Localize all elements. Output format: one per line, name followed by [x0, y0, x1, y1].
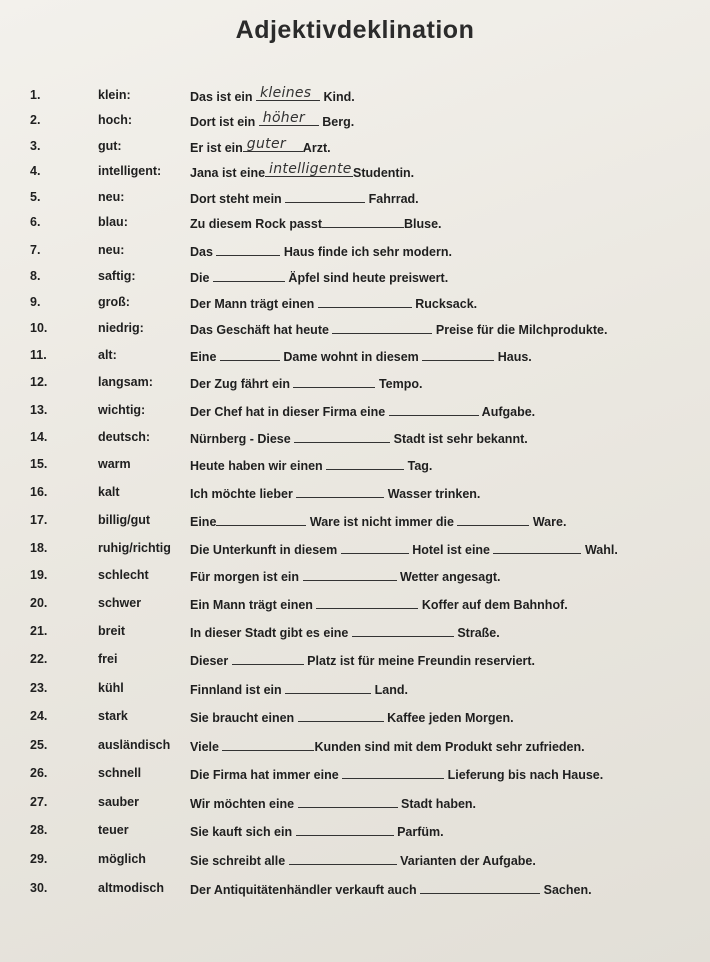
answer-blank[interactable] — [289, 852, 397, 865]
sentence — [190, 513, 566, 529]
sentence-text: Die Firma hat immer eine — [190, 768, 343, 782]
sentence — [190, 243, 452, 259]
sentence-text: Dort steht mein — [190, 192, 286, 206]
adjective-prompt: kalt — [98, 485, 120, 499]
sentence — [190, 485, 480, 501]
sentence-text: Koffer auf dem Bahnhof. — [418, 598, 568, 612]
adjective-prompt: kühl — [98, 681, 124, 695]
exercise-row — [0, 136, 710, 163]
sentence-text: Wahl. — [581, 543, 618, 557]
sentence-text: Jana ist eine — [190, 166, 266, 180]
sentence-text: Er ist ein — [190, 141, 243, 155]
exercise-row — [0, 766, 710, 790]
adjective-prompt: niedrig: — [98, 321, 144, 335]
exercise-row — [0, 403, 710, 427]
sentence — [190, 295, 477, 311]
handwritten-answer: höher — [262, 110, 305, 126]
sentence-text: Bluse. — [404, 217, 442, 231]
sentence-text: Berg. — [318, 115, 355, 129]
adjective-prompt: altmodisch — [98, 881, 164, 895]
sentence-text: Ware. — [529, 515, 567, 529]
sentence-text: Lieferung bis nach Hause. — [444, 768, 604, 782]
exercise-number: 15. — [30, 457, 48, 471]
exercise-number: 29. — [30, 852, 48, 866]
exercise-number: 11. — [30, 348, 47, 362]
sentence-text: Parfüm. — [393, 825, 444, 839]
exercise-number: 24. — [30, 709, 48, 723]
sentence-text: Haus. — [494, 350, 532, 364]
sentence-text: Sie kauft sich ein — [190, 825, 296, 839]
exercise-number: 4. — [30, 164, 41, 178]
answer-blank[interactable] — [213, 269, 285, 282]
sentence-text: Viele — [190, 740, 223, 754]
exercise-row — [0, 852, 710, 876]
sentence-text: Ware ist nicht immer die — [306, 515, 458, 529]
sentence-text: Kind. — [320, 90, 355, 104]
exercise-row — [0, 85, 710, 112]
sentence-text: Platz ist für meine Freundin reserviert. — [303, 654, 536, 668]
answer-blank[interactable] — [389, 403, 479, 416]
sentence — [190, 85, 355, 104]
sentence-text: Für morgen ist ein — [190, 570, 303, 584]
adjective-prompt: warm — [98, 457, 131, 471]
exercise-row — [0, 269, 710, 293]
sentence — [190, 161, 415, 180]
sentence — [190, 766, 603, 782]
sentence — [190, 881, 592, 897]
answer-blank[interactable] — [216, 243, 280, 256]
sentence-text: Das ist ein — [190, 90, 256, 104]
exercise-row — [0, 881, 710, 905]
sentence-text: Stadt ist sehr bekannt. — [390, 432, 528, 446]
sentence — [190, 596, 568, 612]
answer-blank[interactable] — [352, 624, 454, 637]
exercise-row — [0, 348, 710, 372]
sentence-text: Dame wohnt in diesem — [279, 350, 423, 364]
sentence-text: Sachen. — [540, 883, 592, 897]
exercise-number: 17. — [30, 513, 48, 527]
answer-blank[interactable] — [232, 652, 304, 665]
exercise-row — [0, 485, 710, 509]
exercise-row — [0, 243, 710, 267]
sentence-text: Zu diesem Rock passt — [190, 217, 322, 231]
exercise-row — [0, 541, 710, 565]
exercise-number: 8. — [30, 269, 41, 283]
sentence — [190, 709, 514, 725]
adjective-prompt: breit — [98, 624, 126, 638]
sentence — [190, 430, 528, 446]
adjective-prompt: möglich — [98, 852, 146, 866]
answer-blank[interactable] — [316, 596, 418, 609]
exercise-number: 6. — [30, 215, 41, 229]
sentence — [190, 541, 618, 557]
sentence-text: Der Chef hat in dieser Firma eine — [190, 405, 389, 419]
adjective-prompt: wichtig: — [98, 403, 146, 417]
sentence — [190, 321, 607, 337]
sentence-text: Das — [190, 245, 217, 259]
exercise-row — [0, 795, 710, 819]
exercise-row — [0, 375, 710, 399]
sentence — [190, 568, 500, 584]
sentence-text: Der Antiquitätenhändler verkauft auch — [190, 883, 421, 897]
answer-blank[interactable] — [322, 215, 404, 228]
answer-blank[interactable] — [298, 709, 384, 722]
exercise-number: 26. — [30, 766, 48, 780]
sentence-text: Dort ist ein — [190, 115, 259, 129]
exercise-number: 30. — [30, 881, 48, 895]
sentence-text: Hotel ist eine — [408, 543, 494, 557]
answer-blank[interactable] — [222, 738, 314, 751]
sentence — [190, 624, 500, 640]
sentence-text: Ich möchte lieber — [190, 487, 297, 501]
exercise-number: 7. — [30, 243, 41, 257]
answer-blank[interactable] — [493, 541, 581, 554]
answer-blank[interactable] — [216, 513, 306, 526]
sentence-text: Das Geschäft hat heute — [190, 323, 333, 337]
sentence-text: Wetter angesagt. — [396, 570, 501, 584]
sentence-text: Die Unterkunft in diesem — [190, 543, 341, 557]
exercise-row — [0, 596, 710, 620]
sentence — [190, 738, 585, 754]
adjective-prompt: klein: — [98, 88, 131, 102]
answer-blank[interactable] — [285, 681, 371, 694]
answer-blank[interactable] — [420, 881, 540, 894]
answer-blank[interactable] — [259, 110, 319, 126]
exercise-number: 14. — [30, 430, 48, 444]
answer-blank[interactable] — [294, 430, 390, 443]
exercise-row — [0, 709, 710, 733]
exercise-number: 20. — [30, 596, 48, 610]
sentence-text: Aufgabe. — [478, 405, 536, 419]
adjective-prompt: neu: — [98, 190, 125, 204]
answer-blank[interactable] — [293, 375, 375, 388]
answer-blank[interactable] — [457, 513, 529, 526]
answer-blank[interactable] — [296, 823, 394, 836]
sentence-text: Eine — [190, 350, 220, 364]
sentence-text: Die — [190, 271, 213, 285]
exercise-number: 3. — [30, 139, 41, 153]
answer-blank[interactable] — [341, 541, 409, 554]
answer-blank[interactable] — [296, 485, 384, 498]
answer-blank[interactable] — [243, 136, 303, 152]
adjective-prompt: blau: — [98, 215, 128, 229]
adjective-prompt: frei — [98, 652, 118, 666]
exercise-row — [0, 457, 710, 481]
exercise-row — [0, 568, 710, 592]
answer-blank[interactable] — [422, 348, 494, 361]
sentence-text: Haus finde ich sehr modern. — [280, 245, 452, 259]
sentence-text: Varianten der Aufgabe. — [396, 854, 536, 868]
sentence-text: Finnland ist ein — [190, 683, 286, 697]
answer-blank[interactable] — [326, 457, 404, 470]
exercise-row — [0, 430, 710, 454]
adjective-prompt: billig/gut — [98, 513, 151, 527]
sentence-text: Land. — [371, 683, 408, 697]
sentence — [190, 852, 536, 868]
answer-blank[interactable] — [332, 321, 432, 334]
exercise-number: 9. — [30, 295, 41, 309]
sentence — [190, 457, 432, 473]
handwritten-answer: intelligente — [269, 161, 352, 177]
exercise-row — [0, 215, 710, 239]
sentence-text: Sie braucht einen — [190, 711, 298, 725]
adjective-prompt: sauber — [98, 795, 139, 809]
exercise-number: 13. — [30, 403, 48, 417]
adjective-prompt: gut: — [98, 139, 122, 153]
adjective-prompt: ausländisch — [98, 738, 171, 752]
answer-blank[interactable] — [298, 795, 398, 808]
sentence — [190, 652, 535, 668]
handwritten-answer: kleines — [260, 85, 312, 101]
exercise-number: 28. — [30, 823, 48, 837]
sentence-text: Wasser trinken. — [384, 487, 481, 501]
sentence-text: In dieser Stadt gibt es eine — [190, 626, 352, 640]
adjective-prompt: neu: — [98, 243, 125, 257]
sentence — [190, 215, 442, 231]
adjective-prompt: deutsch: — [98, 430, 151, 444]
exercise-row — [0, 823, 710, 847]
exercise-number: 22. — [30, 652, 48, 666]
sentence-text: Stadt haben. — [397, 797, 477, 811]
exercise-number: 2. — [30, 113, 41, 127]
adjective-prompt: hoch: — [98, 113, 133, 127]
exercise-row — [0, 652, 710, 676]
worksheet-title: Adjektivdeklination — [235, 16, 475, 44]
adjective-prompt: groß: — [98, 295, 130, 309]
adjective-prompt: teuer — [98, 823, 129, 837]
exercise-row — [0, 161, 710, 188]
adjective-prompt: ruhig/richtig — [98, 541, 171, 555]
sentence-text: Arzt. — [302, 141, 331, 155]
adjective-prompt: stark — [98, 709, 128, 723]
sentence-text: Sie schreibt alle — [190, 854, 289, 868]
sentence-text: Der Mann trägt einen — [190, 297, 318, 311]
adjective-prompt: schlecht — [98, 568, 149, 582]
exercise-number: 1. — [30, 88, 41, 102]
sentence — [190, 823, 444, 839]
sentence-text: Heute haben wir einen — [190, 459, 327, 473]
answer-blank[interactable] — [342, 766, 444, 779]
sentence-text: Ein Mann trägt einen — [190, 598, 317, 612]
exercise-number: 25. — [30, 738, 48, 752]
exercise-number: 21. — [30, 624, 48, 638]
exercise-row — [0, 738, 710, 762]
sentence — [190, 269, 448, 285]
sentence-text: Wir möchten eine — [190, 797, 298, 811]
sentence — [190, 795, 476, 811]
sentence-text: Dieser — [190, 654, 232, 668]
sentence-text: Rucksack. — [411, 297, 478, 311]
sentence — [190, 136, 331, 155]
exercise-row — [0, 190, 710, 214]
answer-blank[interactable] — [285, 190, 365, 203]
answer-blank[interactable] — [220, 348, 280, 361]
exercise-number: 27. — [30, 795, 48, 809]
handwritten-answer: guter — [246, 136, 286, 152]
exercise-row — [0, 681, 710, 705]
sentence — [190, 403, 535, 419]
sentence-text: Äpfel sind heute preiswert. — [284, 271, 449, 285]
sentence — [190, 348, 532, 364]
sentence-text: Fahrrad. — [365, 192, 419, 206]
adjective-prompt: saftig: — [98, 269, 136, 283]
answer-blank[interactable] — [303, 568, 397, 581]
sentence-text: Eine — [190, 515, 217, 529]
exercise-number: 19. — [30, 568, 48, 582]
exercise-row — [0, 110, 710, 137]
exercise-number: 10. — [30, 321, 48, 335]
adjective-prompt: langsam: — [98, 375, 153, 389]
adjective-prompt: schnell — [98, 766, 142, 780]
exercise-row — [0, 513, 710, 537]
sentence — [190, 375, 422, 391]
answer-blank[interactable] — [318, 295, 412, 308]
sentence-text: Straße. — [453, 626, 500, 640]
adjective-prompt: alt: — [98, 348, 117, 362]
exercise-row — [0, 321, 710, 345]
answer-blank[interactable] — [265, 161, 353, 177]
adjective-prompt: intelligent: — [98, 164, 162, 178]
exercise-number: 12. — [30, 375, 48, 389]
exercise-row — [0, 624, 710, 648]
sentence-text: Tempo. — [375, 377, 423, 391]
sentence-text: Tag. — [404, 459, 433, 473]
sentence-text: Kaffee jeden Morgen. — [383, 711, 514, 725]
answer-blank[interactable] — [256, 85, 320, 101]
exercise-number: 18. — [30, 541, 48, 555]
sentence-text: Preise für die Milchprodukte. — [432, 323, 608, 337]
sentence — [190, 110, 355, 129]
sentence-text: Der Zug fährt ein — [190, 377, 294, 391]
exercise-row — [0, 295, 710, 319]
sentence-text: Studentin. — [353, 166, 415, 180]
sentence — [190, 190, 419, 206]
sentence-text: Nürnberg - Diese — [190, 432, 295, 446]
exercise-number: 5. — [30, 190, 41, 204]
sentence-text: Kunden sind mit dem Produkt sehr zufrieden. — [314, 740, 585, 754]
adjective-prompt: schwer — [98, 596, 142, 610]
exercise-number: 16. — [30, 485, 48, 499]
exercise-number: 23. — [30, 681, 48, 695]
sentence — [190, 681, 408, 697]
